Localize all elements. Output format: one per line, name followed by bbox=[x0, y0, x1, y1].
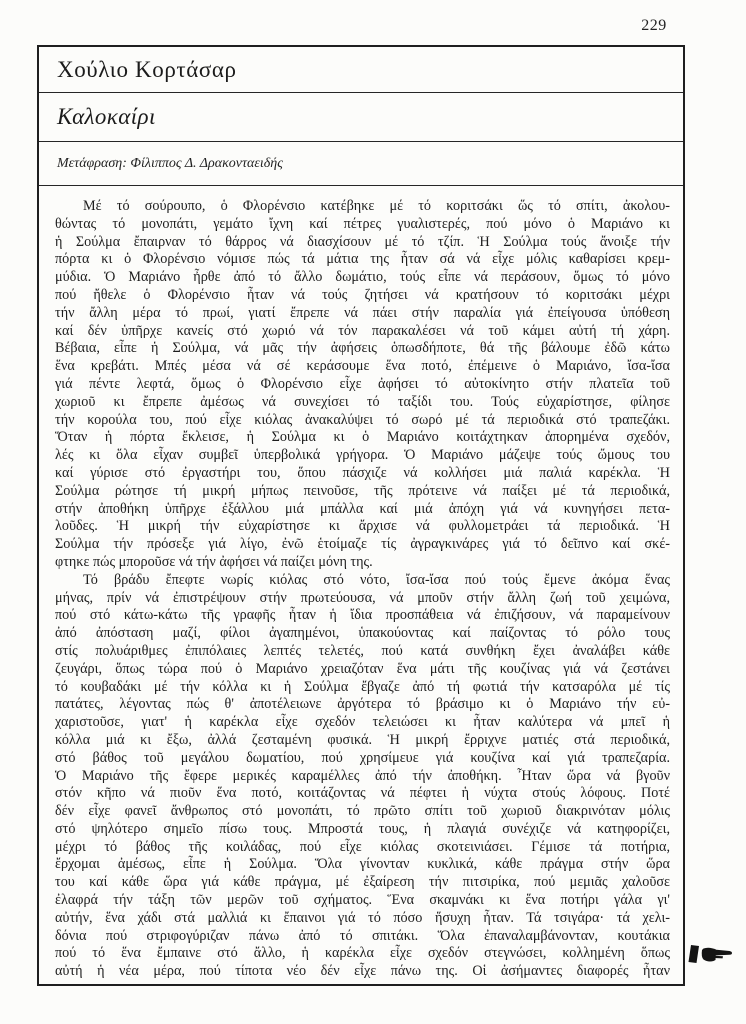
text-line: δέν εἶχε φανεῖ ἄνθρωπος στό μονοπάτι, τό πρῶτο σπίτι τοῦ χωριοῦ διακρινόταν μόλις bbox=[55, 803, 670, 820]
story-title: Καλοκαίρι bbox=[57, 104, 156, 129]
text-line: λές κι ὅλα εἶχαν συμβεῖ ὑπερβολικά γρήγορα. Ὁ Μαριάνο μάζεψε τούς ὤμους του bbox=[55, 447, 670, 464]
text-line: Σούλμα ρώτησε τή μικρή μήπως πεινοῦσε, τῆς πρότεινε νά παίξει μέ τά περιοδικά, bbox=[55, 482, 670, 499]
page-number: 229 bbox=[641, 17, 667, 34]
author-name: Χούλιο Κορτάσαρ bbox=[57, 56, 237, 82]
text-line: στό ψηλότερο σημεῖο πίσω τους. Μπροστά τους, ἡ πλαγιά συνέχιζε νά κατηφορίζει, bbox=[55, 820, 670, 837]
text-line: μέχρι τό βάθος τῆς κοιλάδας, πού εἶχε κιόλας σκοτεινιάσει. Γέμισε τά ποτήρια, bbox=[55, 838, 670, 855]
text-line: ἕνα κρεβάτι. Μπές μέσα νά σέ κεράσουμε ἕνα ποτό, ἐπέμεινε ὁ Μαριάνο, ἴσα-ἴσα bbox=[55, 358, 670, 375]
text-line: πού στό κάτω-κάτω τῆς γραφῆς ἦταν ἡ ἴδια προσπάθεια νά ἐπιζήσουν, νά παραμείνουν bbox=[55, 607, 670, 624]
text-line: Τό βράδυ ἔπεφτε νωρίς κιόλας στό νότο, ἴσα-ἴσα πού τούς ἔμενε ἀκόμα ἕνας bbox=[83, 571, 670, 588]
text-line: θώντας τό μονοπάτι, γεμάτο ἴχνη καί πέτρες γυαλιστερές, πού μόνο ὁ Μαριάνο κι bbox=[55, 215, 670, 232]
text-line: λοῦδες. Ἡ μικρή τήν εὐχαρίστησε κι ἄρχισε νά φυλλομετράει τά περιοδικά. Ἡ bbox=[55, 518, 670, 535]
text-line: κόλλα μιά κι ἔξω, ἀλλά ζεσταμένη φυσικά. Ἡ μικρή ἔρριχνε ματιές στά περιοδικά, bbox=[55, 731, 670, 748]
text-line: χωριοῦ κι ἔπρεπε ἀμέσως νά συνεχίσει τό ταξίδι του. Τούς εὐχαρίστησε, φίλησε bbox=[55, 393, 670, 410]
text-line: Ὁ Μαριάνο τῆς ἔφερε μερικές καραμέλλες ἀπό τήν ἀποθήκη. Ἦταν ὥρα νά βγοῦν bbox=[55, 767, 670, 784]
text-line: ζευγάρι, ὅπως τώρα πού ὁ Μαριάνο χρειαζόταν ἕνα μάτι τῆς κουζίνας γιά νά ζεστάνει bbox=[55, 660, 670, 677]
text-line: ἡ Σούλμα ἔπαιρναν τό θάρρος νά διασχίσουν μέ τό τζίπ. Ἡ Σούλμα τούς ἄνοιξε τήν bbox=[55, 233, 670, 250]
text-line: ἀπό ἀπόσταση μαζί, φίλοι ἀγαπημένοι, ὑπακούοντας καί παίζοντας τό ρόλο τους bbox=[55, 625, 670, 642]
text-line: χαριστοῦσε, γιατ' ἡ καρέκλα εἶχε σχεδόν τελειώσει κι ἦταν καλύτερα νά μπεῖ ἡ bbox=[55, 714, 670, 731]
text-line: δόνια πού στριφογύριζαν πάνω ἀπό τό σπιτάκι. Ὅλα ἐπαναλαμβάνονταν, κουτάκια bbox=[55, 927, 670, 944]
text-line: πού τό ἕνα ἔμπαινε στό ἄλλο, ἡ καρέκλα εἶχε σχεδόν στεγνώσει, κολλημένη ὅπως bbox=[55, 945, 670, 962]
author-row bbox=[39, 47, 683, 93]
translation-credit: Μετάφραση: Φίλιππος Δ. Δρακονταειδής bbox=[57, 155, 283, 171]
title-row bbox=[39, 93, 683, 142]
text-line: του καί κάθε ὥρα γιά κάθε πράγμα, μέ ἐξαίρεση τήν πιτσιρίκα, πού μεμιᾶς χαλοῦσε bbox=[55, 874, 670, 891]
text-line: αὐτήν, ἕνα χάδι στά μαλλιά κι ἔπαινοι γιά τό πόσο ἥσυχη ἦταν. Τά τσιγάρα· τά χελι- bbox=[55, 909, 670, 926]
text-line: πόρτα κι ὁ Φλορένσιο νόμισε πώς τά μάτια της ἦταν σά νά εἶχε μόλις καθαρίσει κρεμ- bbox=[55, 251, 670, 268]
text-line: στό βάθος τοῦ μεγάλου δωματίου, πού χρησίμευε γιά κουζίνα καί γιά τραπεζαρία. bbox=[55, 749, 670, 766]
content-frame bbox=[37, 45, 685, 986]
text-line: ἐλαφρά τήν τάξη τῶν μερῶν τοῦ σχήματος. Ἕνα σκαμνάκι κι ἕνα ποτήρι γάλα γι' bbox=[55, 892, 670, 909]
text-line: στήν ἀποθήκη ὑπῆρχε ἐξάλλου μιά μπάλλα καί μιά ἀπόχη γιά νά κυνηγήσει πετα- bbox=[55, 500, 670, 517]
text-line: στίς πολυάριθμες ἐπιπόλαιες λεπτές τελετές, πού κατά συνθήκη ἔχει ἀναλάβει κάθε bbox=[55, 642, 670, 659]
text-line: τήν ἄλλη μέρα τό πρωί, γιατί ἔπρεπε νά πάει στήν παραλία γιά ἐπείγουσα ὑπόθεση bbox=[55, 304, 670, 321]
text-line: μύδια. Ὁ Μαριάνο ἦρθε ἀπό τό ἄλλο δωμάτιο, τούς εἶπε νά περάσουν, ὅμως τό μόνο bbox=[55, 269, 670, 286]
text-line: Βέβαια, εἶπε ἡ Σούλμα, νά μᾶς τήν ἀφήσεις ὁπωσδήποτε, θά τῆς βάλουμε ἐδῶ κάτω bbox=[55, 340, 670, 357]
text-line: αὐτή ἡ νέα μέρα, πού τίποτα νέο δέν εἶχε πάνω της. Οἱ ἀσήμαντες διαφορές ἦταν bbox=[55, 963, 670, 980]
text-line: Ὅταν ἡ πόρτα ἔκλεισε, ἡ Σούλμα κι ὁ Μαριάνο κοιτάχτηκαν ἀπορημένα σχεδόν, bbox=[55, 429, 670, 446]
text-line: πατάτες, λέγοντας πώς θ' ἀποτέλειωνε ἀργότερα τό βράσιμο κι ὁ Μαριάνο τήν εὐ- bbox=[55, 696, 670, 713]
translation-row bbox=[39, 142, 683, 186]
text-line: Μέ τό σούρουπο, ὁ Φλορένσιο κατέβηκε μέ τό κοριτσάκι ὥς τό σπίτι, ἀκολου- bbox=[83, 198, 670, 214]
text-line: καί δέν ὑπῆρχε κανείς στό χωριό νά τόν παρακαλέσει νά τοῦ κάμει αὐτή τή χάρη. bbox=[55, 322, 670, 339]
text-line: τήν κορούλα του, πού εἶχε κιόλας ἀνακαλύψει τό σωρό μέ τά περιοδικά στό τραπεζάκι. bbox=[55, 411, 670, 428]
text-line: ἔρχομαι ἀμέσως, εἶπε ἡ Σούλμα. Ὅλα γίνονταν κυκλικά, κάθε πράγμα στήν ὥρα bbox=[55, 856, 670, 873]
manicule-icon bbox=[687, 941, 733, 967]
text-line: πού ἤθελε ὁ Φλορένσιο ἦταν νά τούς ζητήσει νά κρατήσουν τό κοριτσάκι μέχρι bbox=[55, 286, 670, 303]
text-line: φτηκε πώς μποροῦσε νά τήν ἀφήσει νά παίζει μόνη της. bbox=[55, 553, 373, 570]
text-line: στόν κῆπο νά πιοῦν ἕνα ποτό, κοιτάζοντας νά πέφτει ἡ νύχτα στούς λόφους. Ποτέ bbox=[55, 785, 670, 802]
text-line: μήνας, πρίν νά ἐπιστρέψουν στήν πρωτεύουσα, νά μποῦν στήν ἄλλη ζωή τοῦ χειμώνα, bbox=[55, 589, 670, 606]
story-text bbox=[39, 186, 683, 984]
text-line: τό κουβαδάκι μέ τήν κόλλα κι ἡ Σούλμα ἔβγαζε ἀπό τή φωτιά τήν κατσαρόλα μέ τίς bbox=[55, 678, 670, 695]
text-line: γιά πέντε λεφτά, ὅμως ὁ Φλορένσιο εἶχε ἀφήσει τό αὐτοκίνητο στήν πλατεῖα τοῦ bbox=[55, 375, 670, 392]
text-line: Σούλμα τήν πρόσεξε γιά λίγο, ἐνῶ ἑτοίμαζε τίς ἀγραγκινάρες γιά τό δεῖπνο καί σκέ- bbox=[55, 536, 670, 553]
text-line: καί γύρισε στό ἐργαστήρι του, ὅπου πάσχιζε νά κολλήσει μιά παλιά καρέκλα. Ἡ bbox=[55, 464, 670, 481]
